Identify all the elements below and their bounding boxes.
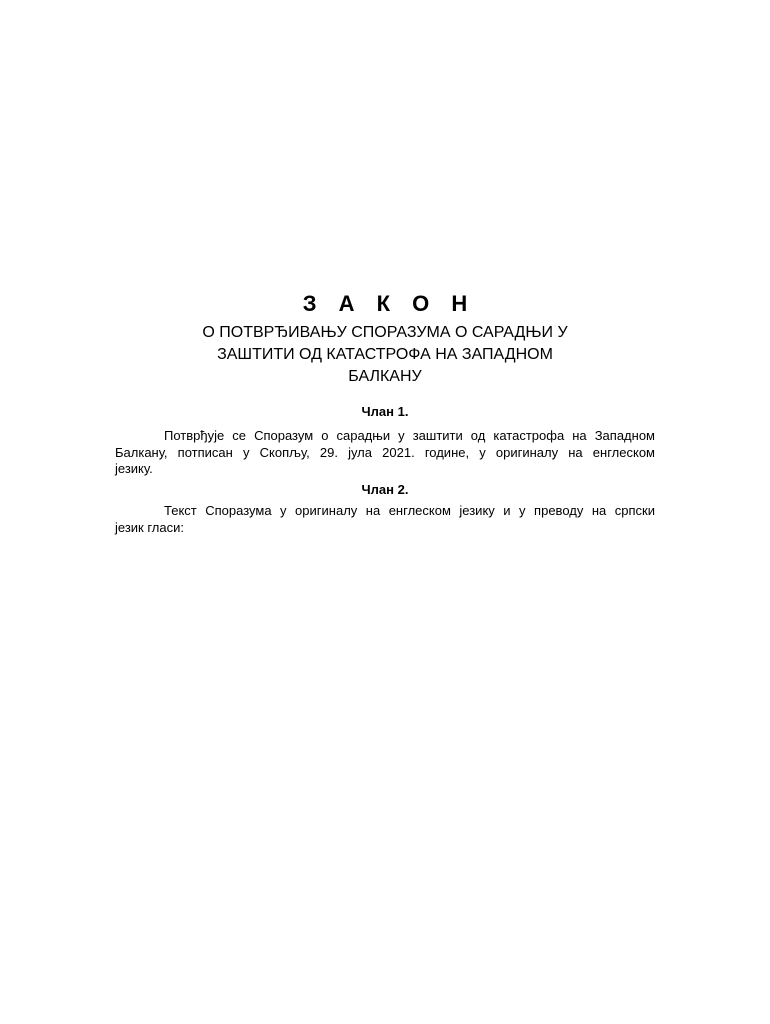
article-1-text — [115, 428, 655, 478]
subtitle-line: О ПОТВРЂИВАЊУ СПОРАЗУМА О САРАДЊИ У — [202, 324, 568, 341]
paragraph-line: језик гласи: — [115, 519, 184, 535]
article-1-heading: Члан 1. — [361, 404, 409, 419]
law-subtitle — [150, 322, 620, 388]
article-2-text — [115, 503, 655, 536]
paragraph-line: Балкану, потписан у Скопљу, 29. јула 2021. године, у оригиналу на енглеском — [115, 444, 655, 460]
paragraph-line: Потврђује се Споразум о сарадњи у заштити од катастрофа на Западном — [164, 428, 655, 443]
subtitle-line: ЗАШТИТИ ОД КАТАСТРОФА НА ЗАПАДНОМ — [217, 346, 553, 363]
article-2-heading: Члан 2. — [361, 482, 409, 497]
law-title: З А К О Н — [302, 291, 476, 316]
paragraph-line: Текст Споразума у оригиналу на енглеском језику и у преводу на српски — [164, 503, 655, 518]
paragraph-line: језику. — [115, 461, 153, 476]
subtitle-line: БАЛКАНУ — [348, 368, 422, 385]
